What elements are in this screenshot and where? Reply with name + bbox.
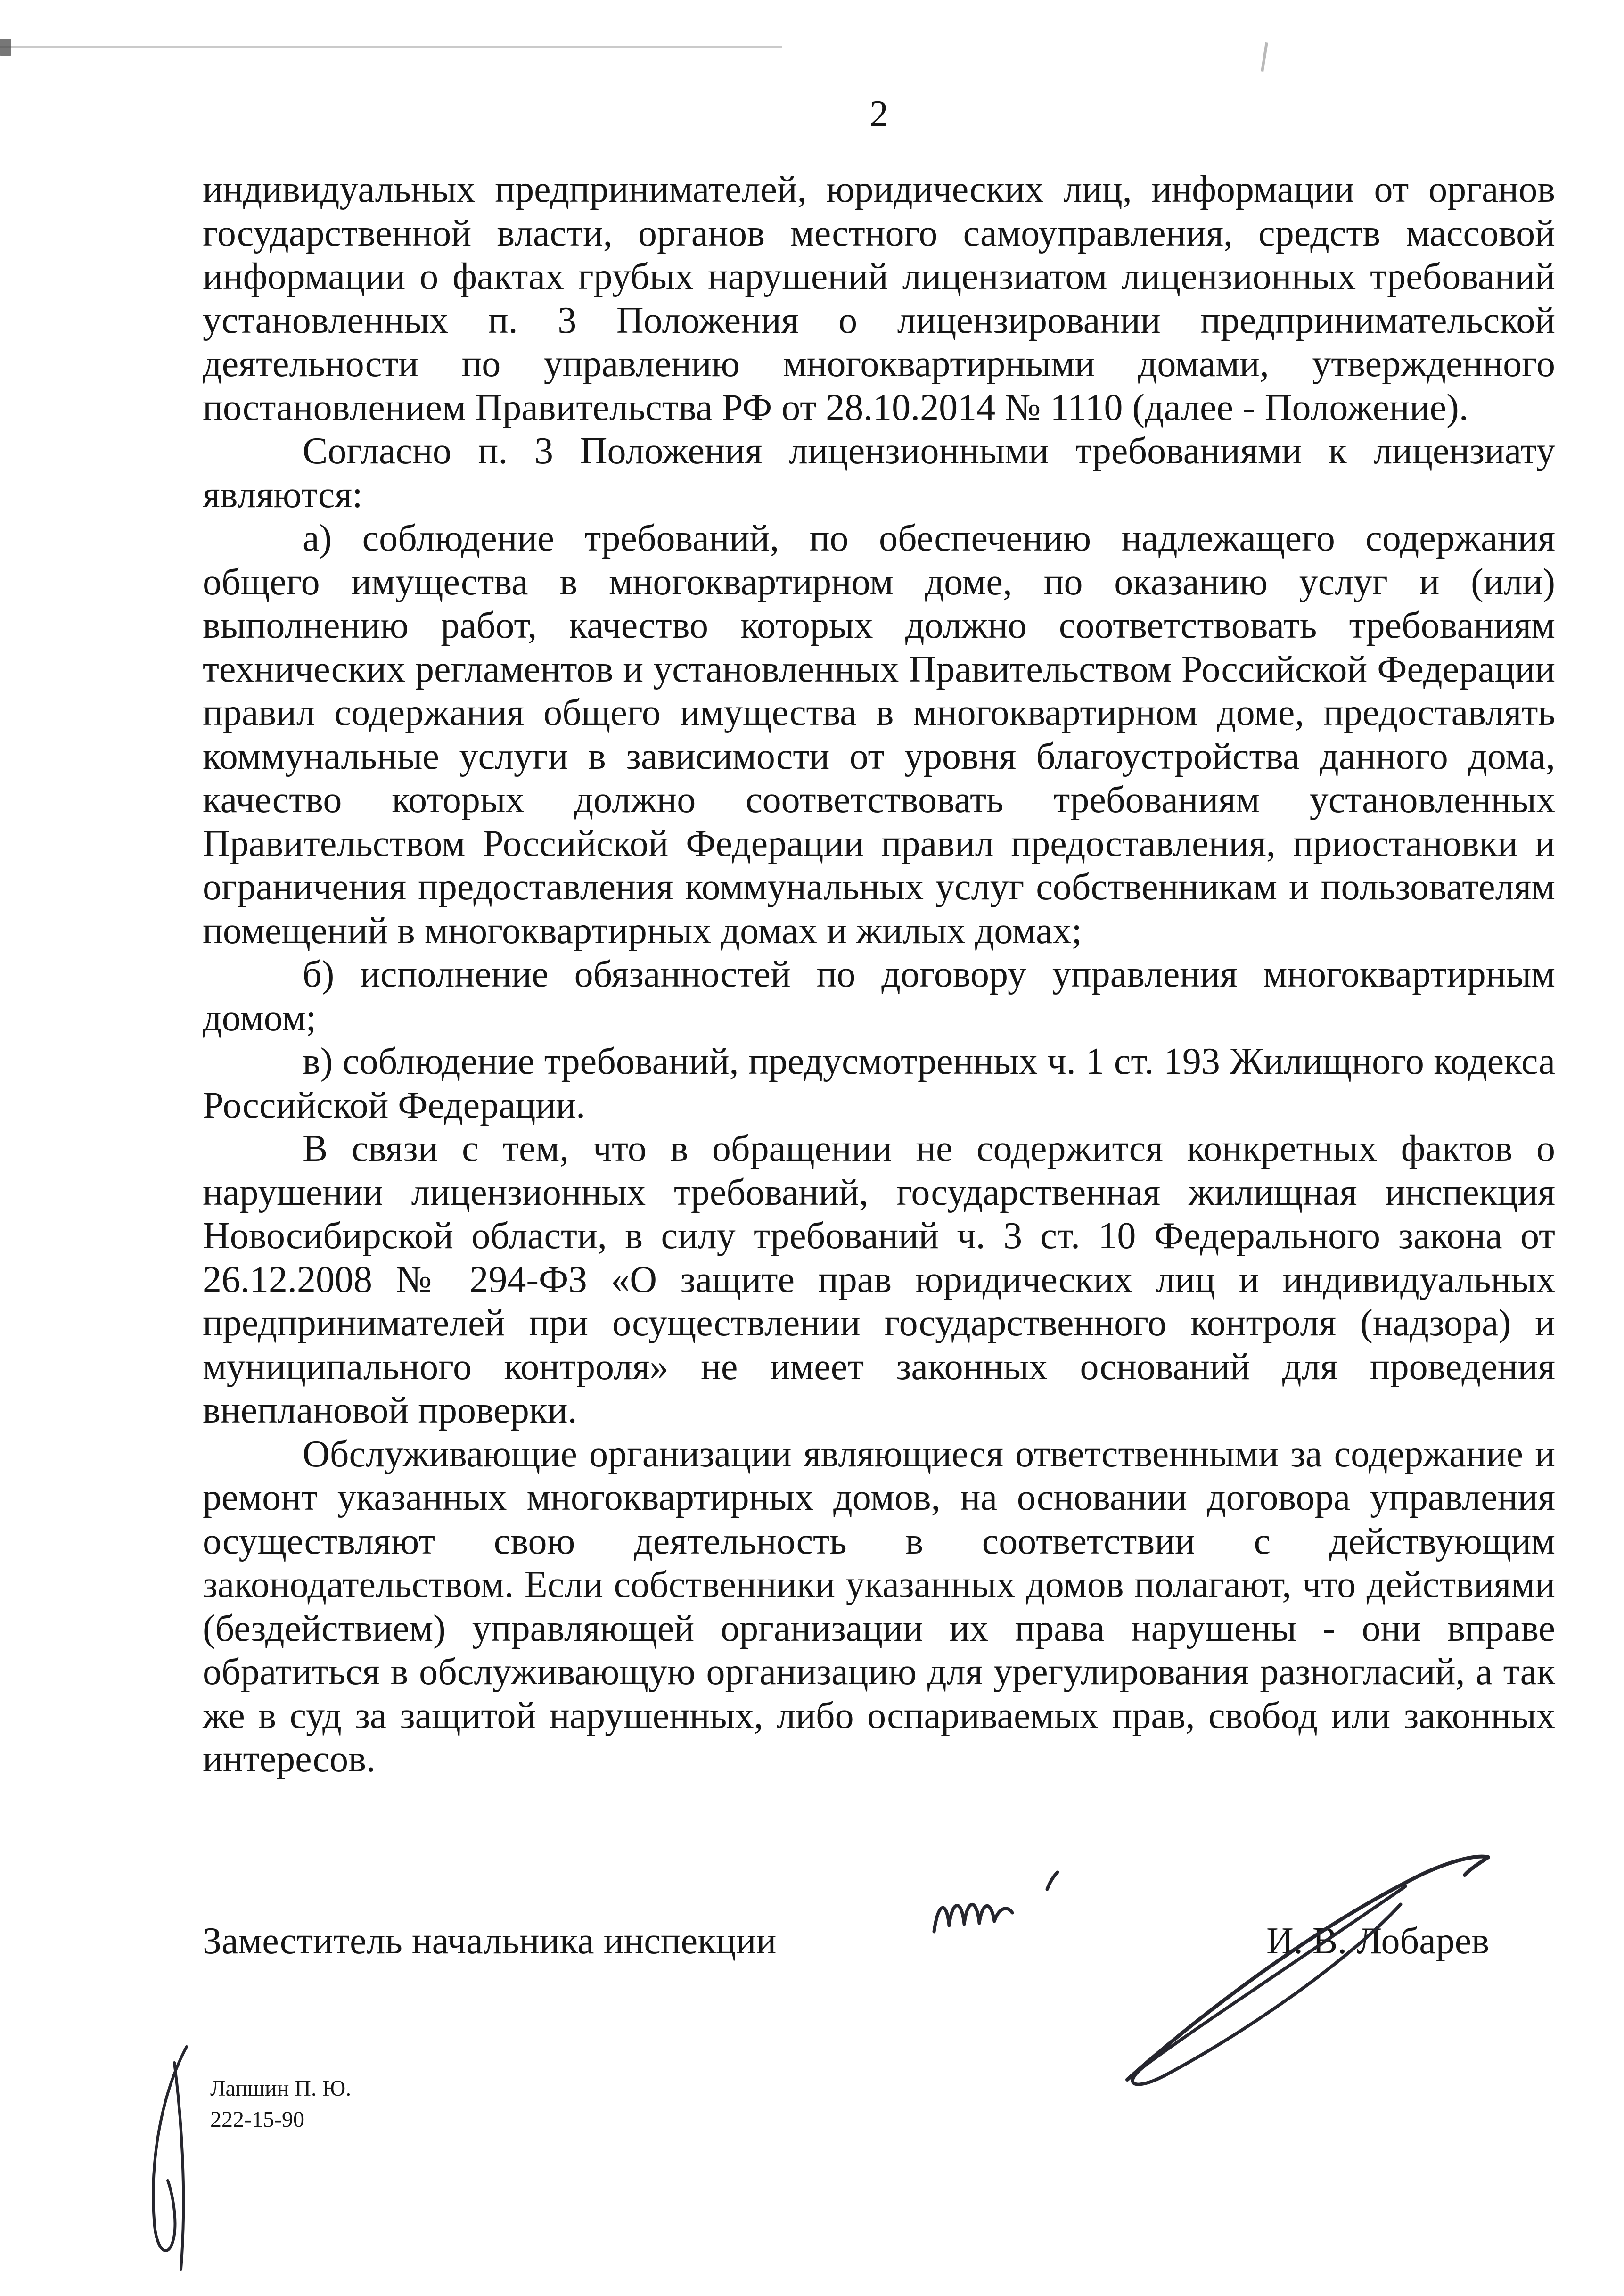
executor-phone: 222-15-90 <box>210 2107 304 2132</box>
letter-body <box>203 168 1555 1781</box>
paragraph: в) соблюдение требований, предусмотренных ч. 1 ст. 193 Жилищного кодекса Российской Федерации. <box>203 1041 1555 1126</box>
paragraph: индивидуальных предпринимателей, юридических лиц, информации от органов государственной власти, органов местного самоуправления, средств массовой информации о фактах грубых нарушений лицензиатом лицензионных требований установленных п. 3 Положения о лицензировании предпринимательской деятельности по управлению многоквартирными домами, утвержденного постановлением Правительства РФ от 28.10.2014 № 1110 (далее - Положение). <box>203 169 1555 428</box>
paragraph: Обслуживающие организации являющиеся ответственными за содержание и ремонт указанных многоквартирных домов, на основании договора управления осуществляют свою деятельность в соответствии с действующим законодательством. Если собственники указанных домов полагают, что действиями (бездействием) управляющей организации их права нарушены - они вправе обратиться в обслуживающую организацию для урегулирования разногласий, а так же в суд за защитой нарушенных, либо оспариваемых прав, свобод или законных интересов. <box>203 1433 1555 1780</box>
paragraph: б) исполнение обязанностей по договору управления многоквартирным домом; <box>203 954 1555 1039</box>
page-number: 2 <box>869 93 888 135</box>
handwritten-paraph-icon <box>131 2041 211 2277</box>
executor-note <box>210 2073 351 2135</box>
paragraph: В связи с тем, что в обращении не содержится конкретных фактов о нарушении лицензионных требований, государственная жилищная инспекция Новосибирской области, в силу требований ч. 3 ст. 10 Федерального закона от 26.12.2008 № 294-ФЗ «О защите прав юридических лиц и индивидуальных предпринимателей при осуществлении государственного контроля (надзора) и муниципального контроля» не имеет законных оснований для проведения внеплановой проверки. <box>203 1128 1555 1431</box>
handwritten-signature-icon <box>924 1829 1517 2093</box>
executor-name: Лапшин П. Ю. <box>210 2076 352 2101</box>
scan-artifact-tick <box>1261 42 1268 72</box>
paragraph: а) соблюдение требований, по обеспечению надлежащего содержания общего имущества в многоквартирном доме, по оказанию услуг и (или) выполнению работ, качество которых должно соответствовать требованиям технических регламентов и установленных Правительством Российской Федерации правил содержания общего имущества в многоквартирном доме, предоставлять коммунальные услуги в зависимости от уровня благоустройства данного дома, качество которых должно соответствовать требованиям установленных Правительством Российской Федерации правил предоставления, приостановки и ограничения предоставления коммунальных услуг собственникам и пользователям помещений в многоквартирных домах и жилых домах; <box>203 518 1555 952</box>
scan-artifact-corner-mark <box>0 39 11 56</box>
scan-artifact-line <box>0 46 782 48</box>
signatory-name: И. В. Лобарев <box>1266 1920 1489 1962</box>
signatory-position: Заместитель начальника инспекции <box>203 1920 777 1962</box>
paragraph: Согласно п. 3 Положения лицензионными требованиями к лицензиату являются: <box>203 430 1555 516</box>
